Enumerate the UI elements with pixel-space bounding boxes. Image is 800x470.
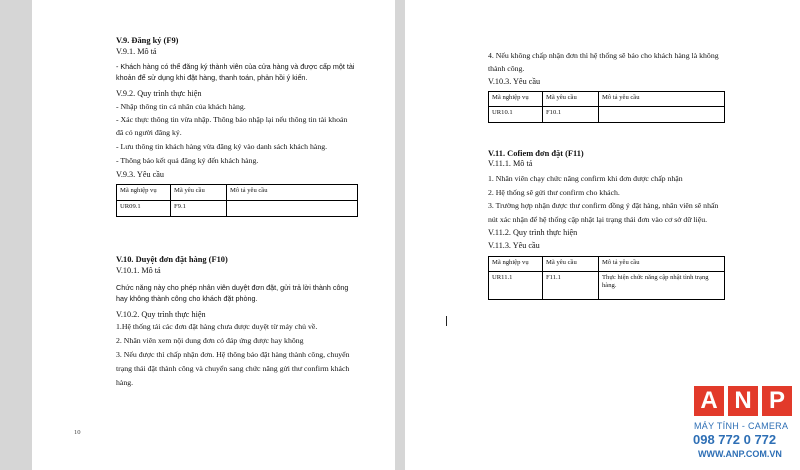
text-line: 1. Nhân viên chạy chức năng confirm khi đơn được chấp nhận <box>488 174 683 183</box>
text-line: thành công. <box>488 64 525 73</box>
table-cell: F9.1 <box>171 201 227 217</box>
table-header-cell: Mã yêu cầu <box>171 185 227 201</box>
subheading-v10-3: V.10.3. Yêu cầu <box>488 77 541 86</box>
table-header-cell: Mã nghiệp vụ <box>489 92 543 107</box>
text-line: trạng thái đặt thành công và chuyển sang chức năng gửi thư confirm khách <box>116 364 350 373</box>
heading-v9: V.9. Đăng ký (F9) <box>116 36 179 45</box>
table-cell <box>227 201 358 217</box>
logo-letter: A <box>694 386 724 416</box>
logo-letter: N <box>728 386 758 416</box>
subheading-v9-2: V.9.2. Quy trình thực hiện <box>116 89 202 98</box>
table-header-row <box>117 185 358 201</box>
text-line: 4. Nếu không chấp nhận đơn thì hệ thống sẽ báo cho khách hàng là không <box>488 51 719 60</box>
text-line: Chức năng này cho phép nhân viên duyệt đơn đặt, gửi trả lời thành công <box>116 283 349 292</box>
requirements-table-v9 <box>116 184 358 217</box>
anp-watermark-logo <box>688 386 800 470</box>
text-line: khoản để sử dụng khi đặt hàng, thanh toán, phản hồi ý kiến. <box>116 73 308 82</box>
text-line: 3. Trường hợp nhận được thư confirm đồng ý đặt hàng, nhân viên sẽ nhấn <box>488 201 719 210</box>
table-cell: UR10.1 <box>489 107 543 123</box>
text-line: - Thông báo kết quả đăng ký đến khách hàng. <box>116 156 259 165</box>
table-header-row <box>489 92 725 107</box>
text-line: - Khách hàng có thể đăng ký thành viên của cửa hàng và được cấp một tài <box>116 62 355 71</box>
heading-v11: V.11. Cofiem đơn đặt (F11) <box>488 149 584 158</box>
table-header-cell: Mô tả yêu cầu <box>599 92 725 107</box>
page-number: 10 <box>74 429 81 436</box>
text-line: - Xác thực thông tin vừa nhập. Thông báo nhập lại nếu thông tin tài khoản <box>116 115 348 124</box>
table-header-row <box>489 257 725 272</box>
table-header-cell: Mã nghiệp vụ <box>489 257 543 272</box>
text-line: - Lưu thông tin khách hàng vừa đăng ký vào danh sách khách hàng. <box>116 142 328 151</box>
requirements-table-v11 <box>488 256 725 300</box>
table-row <box>117 201 358 217</box>
text-line: hay không thành công cho khách đặt phòng. <box>116 294 258 303</box>
subheading-v10-1: V.10.1. Mô tả <box>116 266 161 275</box>
table-header-cell: Mô tả yêu cầu <box>599 257 725 272</box>
subheading-v11-2: V.11.2. Quy trình thực hiện <box>488 228 578 237</box>
table-header-cell: Mã yêu cầu <box>543 92 599 107</box>
logo-letter: P <box>762 386 792 416</box>
table-row <box>489 272 725 300</box>
subheading-v11-3: V.11.3. Yêu cầu <box>488 241 540 250</box>
text-line: 2. Nhân viên xem nội dung đơn có đáp ứng được hay không <box>116 336 304 345</box>
table-header-cell: Mô tả yêu cầu <box>227 185 358 201</box>
table-header-cell: Mã yêu cầu <box>543 257 599 272</box>
table-cell: F10.1 <box>543 107 599 123</box>
logo-phone: 098 772 0 772 <box>693 432 777 447</box>
requirements-table-v10 <box>488 91 725 123</box>
text-line: 2. Hệ thống sẽ gửi thư confirm cho khách. <box>488 188 620 197</box>
table-header-cell: Mã nghiệp vụ <box>117 185 171 201</box>
table-row <box>489 107 725 123</box>
table-cell: F11.1 <box>543 272 599 300</box>
table-cell: UR11.1 <box>489 272 543 300</box>
logo-website: WWW.ANP.COM.VN <box>698 449 782 459</box>
table-cell <box>599 107 725 123</box>
subheading-v10-2: V.10.2. Quy trình thực hiện <box>116 310 206 319</box>
subheading-v9-1: V.9.1. Mô tả <box>116 47 157 56</box>
text-line: đã có người đăng ký. <box>116 128 182 137</box>
text-line: nút xác nhận để hệ thống cập nhật lại trạng thái đơn vào cơ sở dữ liệu. <box>488 215 708 224</box>
logo-tagline: MÁY TÍNH - CAMERA <box>694 421 789 431</box>
text-line: 3. Nếu được thì chấp nhận đơn. Hệ thông báo đặt hàng thành công, chuyển <box>116 350 350 359</box>
heading-v10: V.10. Duyệt đơn đặt hàng (F10) <box>116 255 228 264</box>
document-page-left <box>32 0 395 470</box>
text-line: hàng. <box>116 378 134 387</box>
text-cursor[interactable] <box>446 316 447 326</box>
text-line: - Nhập thông tin cá nhân của khách hàng. <box>116 102 246 111</box>
table-cell: UR09.1 <box>117 201 171 217</box>
text-line: 1.Hệ thống tải các đơn đặt hàng chưa được duyệt từ máy chủ về. <box>116 322 318 331</box>
table-cell: Thực hiện chức năng cập nhật tình trạng hàng. <box>599 272 725 300</box>
subheading-v9-3: V.9.3. Yêu cầu <box>116 170 164 179</box>
subheading-v11-1: V.11.1. Mô tả <box>488 159 533 168</box>
